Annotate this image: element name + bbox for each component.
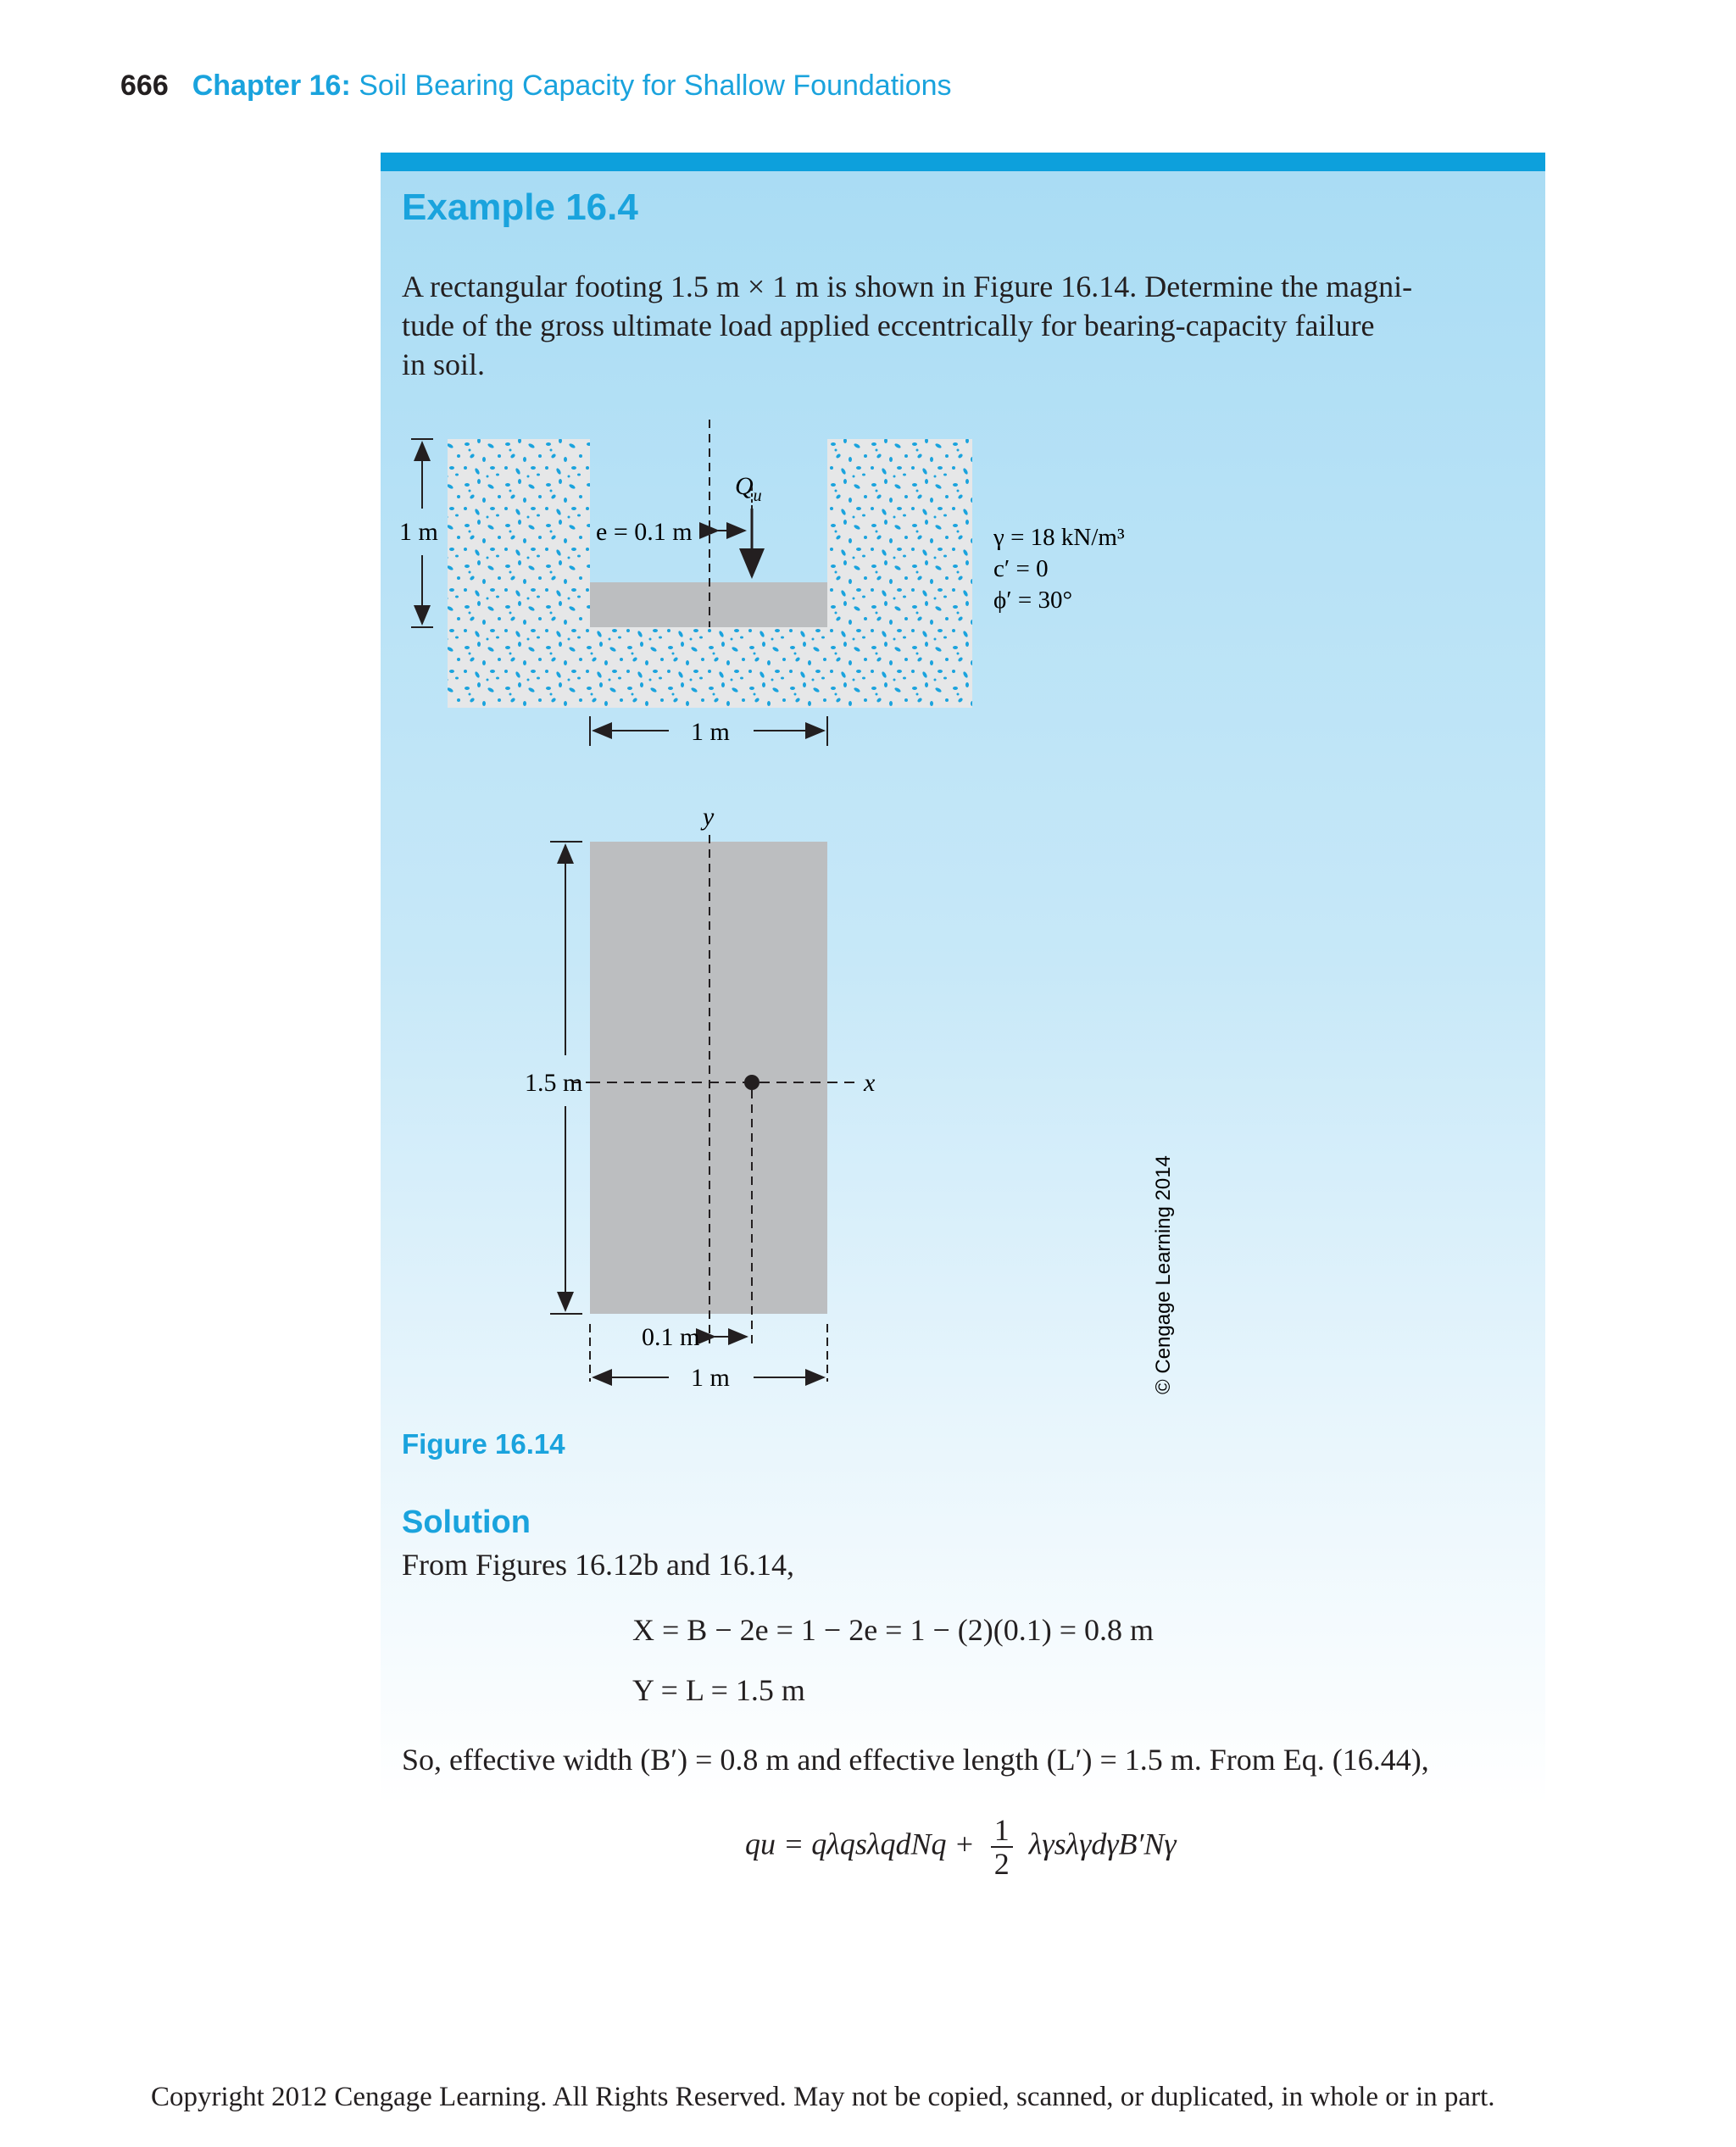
footing-section (590, 582, 827, 627)
example-title: Example 16.4 (402, 186, 638, 228)
copyright-footer: Copyright 2012 Cengage Learning. All Rights Reserved. May not be copied, scanned, or duplicated, in whole or in part. (151, 2082, 1495, 2112)
problem-line: tude of the gross ultimate load applied eccentrically for bearing-capacity failure (402, 309, 1375, 342)
load-label: $Q_u$ (735, 472, 762, 505)
chapter-title: Soil Bearing Capacity for Shallow Foundations (359, 70, 952, 102)
friction-angle-label: ϕ′ = 30° (993, 587, 1073, 614)
problem-line: A rectangular footing 1.5 m × 1 m is shown in Figure 16.14. Determine the magni- (402, 270, 1413, 303)
depth-label: 1 m (399, 518, 438, 546)
equation-y: Y = L = 1.5 m (632, 1673, 805, 1707)
unit-weight-label: γ = 18 kN/m³ (993, 524, 1125, 551)
solution-intro: From Figures 16.12b and 16.14, (402, 1548, 794, 1582)
section-width-label: 1 m (691, 718, 730, 746)
page-number: 666 (120, 70, 169, 102)
solution-paragraph: So, effective width (B′) = 0.8 m and effective length (L′) = 1.5 m. From Eq. (16.44), (402, 1743, 1429, 1777)
eccentricity-label: e = 0.1 m (596, 518, 693, 546)
fraction-denominator: 2 (993, 1847, 1010, 1881)
equation-qu (745, 1814, 1177, 1882)
figure-caption: Figure 16.14 (402, 1428, 565, 1460)
one-half-fraction (991, 1814, 1013, 1880)
length-label: 1.5 m (525, 1069, 583, 1097)
chapter-number: Chapter 16: (192, 70, 351, 102)
cohesion-label: c′ = 0 (993, 555, 1049, 582)
figure-16-14 (381, 153, 1545, 1424)
plan-width-label: 1 m (691, 1364, 730, 1392)
running-header (120, 70, 952, 103)
example-box (381, 153, 1545, 1950)
equation-qu-rhs: λγsλγdγB′Nγ (1028, 1827, 1177, 1861)
equation-qu-lhs: qu = qλqsλqdNq + (745, 1827, 975, 1861)
y-axis-label: y (703, 803, 715, 831)
solution-title: Solution (402, 1505, 531, 1540)
problem-line: in soil. (402, 348, 486, 381)
equation-x: X = B − 2e = 1 − 2e = 1 − (2)(0.1) = 0.8 m (632, 1613, 1155, 1647)
plan-eccentricity-label: 0.1 m (642, 1323, 700, 1351)
load-point (744, 1075, 760, 1090)
x-axis-label: x (864, 1069, 876, 1097)
fraction-numerator: 1 (991, 1814, 1013, 1848)
figure-credit: © Cengage Learning 2014 (1152, 1155, 1175, 1394)
